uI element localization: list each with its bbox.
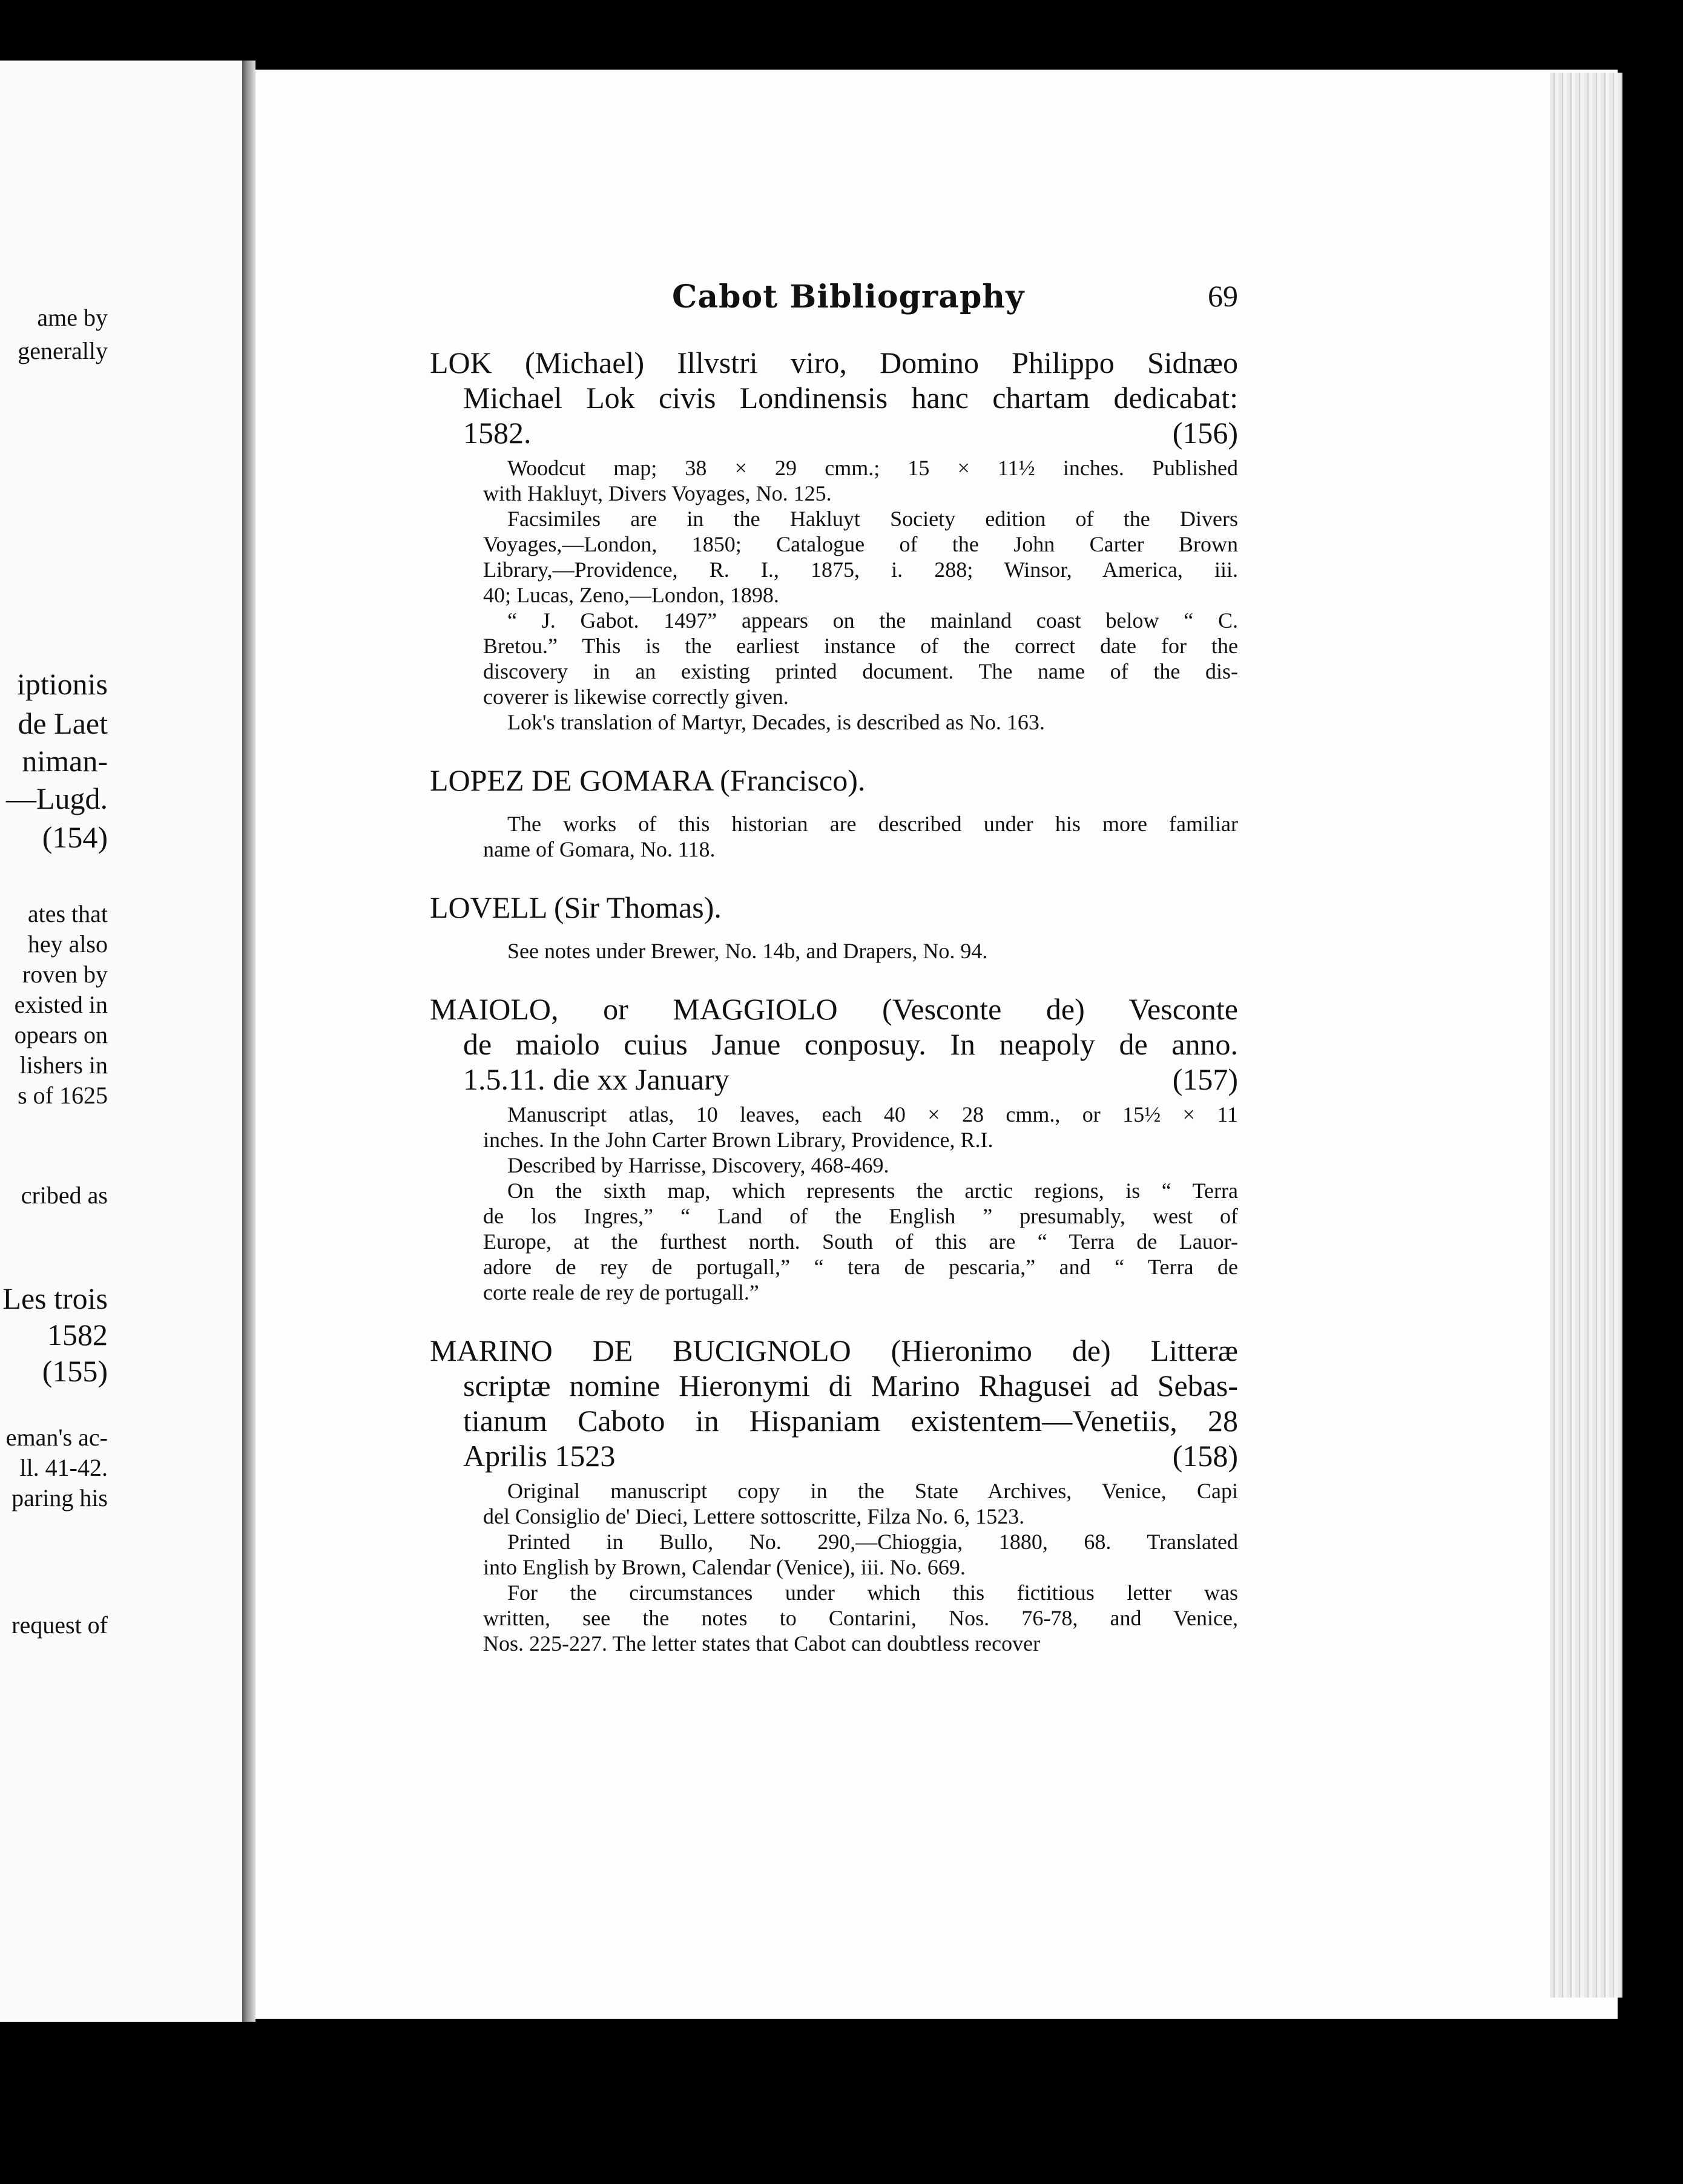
entry-number: (156) <box>1172 416 1238 450</box>
entry-heading-line: Michael Lok civis Londinensis hanc chartam dedicabat: <box>463 381 1238 415</box>
page-edges <box>1550 73 1622 1998</box>
running-title: Cabot Bibliography <box>672 278 1025 315</box>
note-line: Printed in Bullo, No. 290,—Chioggia, 1880, 68. Translated <box>507 1530 1238 1554</box>
entry-note <box>430 1478 1238 1529</box>
note-line: written, see the notes to Contarini, Nos. 76-78, and Venice, <box>483 1606 1238 1630</box>
note-line: Original manuscript copy in the State Archives, Venice, Capi <box>507 1479 1238 1503</box>
entry-heading <box>430 1333 1238 1473</box>
bibliography-entry <box>430 1333 1238 1656</box>
entry-heading-line <box>430 415 1238 450</box>
note-line: The works of this historian are described under his more familiar <box>507 812 1238 836</box>
entry-heading-line: MAIOLO, or MAGGIOLO (Vesconte de) Vesconte <box>430 992 1238 1026</box>
entry-heading <box>430 763 1238 798</box>
left-page-text-fragment: ates that <box>27 900 108 927</box>
page-number: 69 <box>1208 279 1238 313</box>
entry-note <box>430 1529 1238 1580</box>
entry-heading-line: de maiolo cuius Janue conposuy. In neapoly de anno. <box>463 1027 1238 1061</box>
entry-number: (157) <box>1172 1062 1238 1096</box>
entry-heading-line <box>430 1438 1238 1473</box>
note-line: de los Ingres,” “ Land of the English ” presumably, west of <box>483 1204 1238 1228</box>
entry-list <box>430 345 1238 1656</box>
entry-heading-text: 1.5.11. die xx January <box>463 1062 730 1096</box>
entry-note <box>430 1153 1238 1178</box>
note-line: discovery in an existing printed document. The name of the dis- <box>483 659 1238 683</box>
note-line: Voyages,—London, 1850; Catalogue of the John Carter Brown <box>483 532 1238 556</box>
entry-note <box>430 455 1238 506</box>
note-line: coverer is likewise correctly given. <box>483 685 789 709</box>
note-line: Lok's translation of Martyr, Decades, is described as No. 163. <box>507 710 1045 734</box>
entry-heading <box>430 345 1238 450</box>
running-head <box>430 266 1238 321</box>
bibliography-entry <box>430 345 1238 735</box>
note-line: with Hakluyt, Divers Voyages, No. 125. <box>483 481 832 505</box>
bibliography-entry <box>430 763 1238 862</box>
note-line: Europe, at the furthest north. South of this are “ Terra de Lauor- <box>483 1229 1238 1254</box>
entry-heading-text: Aprilis 1523 <box>463 1439 616 1473</box>
entry-heading-text: 1582. <box>463 416 532 450</box>
entry-heading-line: MARINO DE BUCIGNOLO (Hieronimo de) Litteræ <box>430 1334 1238 1367</box>
entry-heading-line: scriptæ nomine Hieronymi di Marino Rhagusei ad Sebas- <box>463 1369 1238 1403</box>
note-line: Described by Harrisse, Discovery, 468-469. <box>507 1153 889 1177</box>
entry-note <box>430 811 1238 862</box>
note-line: into English by Brown, Calendar (Venice), iii. No. 669. <box>483 1555 966 1579</box>
page-text <box>430 266 1238 1684</box>
note-line: del Consiglio de' Dieci, Lettere sottoscritte, Filza No. 6, 1523. <box>483 1504 1025 1528</box>
note-line: Manuscript atlas, 10 leaves, each 40 × 28 cmm., or 15½ × 11 <box>507 1102 1238 1127</box>
entry-heading <box>430 992 1238 1097</box>
entry-heading-line <box>430 1062 1238 1097</box>
note-line: For the circumstances under which this fictitious letter was <box>507 1580 1238 1605</box>
left-page-text-fragment: roven by <box>22 961 108 988</box>
entry-note <box>430 1102 1238 1153</box>
left-page-text-fragment: s of 1625 <box>18 1082 108 1109</box>
note-line: corte reale de rey de portugall.” <box>483 1280 759 1304</box>
left-page-text-fragment: de Laet <box>18 706 108 740</box>
entry-heading-line: tianum Caboto in Hispaniam existentem—Venetiis, 28 <box>463 1404 1238 1438</box>
left-page-text-fragment: eman's ac- <box>5 1424 108 1451</box>
entry-note <box>430 709 1238 735</box>
left-page-text-fragment: generally <box>18 337 108 364</box>
entry-note <box>430 506 1238 608</box>
note-line: inches. In the John Carter Brown Library, Providence, R.I. <box>483 1128 993 1152</box>
bibliography-entry <box>430 890 1238 964</box>
entry-heading-text: LOVELL (Sir Thomas). <box>430 890 722 924</box>
note-line: Woodcut map; 38 × 29 cmm.; 15 × 11½ inches. Published <box>507 456 1238 480</box>
entry-heading-line <box>430 890 1238 925</box>
entry-note <box>430 938 1238 964</box>
note-line: Nos. 225-227. The letter states that Cabot can doubtless recover <box>483 1631 1041 1656</box>
entry-note <box>430 608 1238 709</box>
entry-heading-line: LOK (Michael) Illvstri viro, Domino Philippo Sidnæo <box>430 346 1238 380</box>
left-page-text-fragment: existed in <box>14 991 108 1018</box>
note-line: On the sixth map, which represents the arctic regions, is “ Terra <box>507 1179 1238 1203</box>
entry-number: (158) <box>1172 1439 1238 1473</box>
left-page-text-fragment: ll. 41-42. <box>19 1454 108 1481</box>
note-line: adore de rey de portugall,” “ tera de pescaria,” and “ Terra de <box>483 1255 1238 1279</box>
left-page-text-fragment: opears on <box>14 1021 108 1048</box>
entry-heading-text: LOPEZ DE GOMARA (Francisco). <box>430 763 866 797</box>
note-line: Library,—Providence, R. I., 1875, i. 288; Winsor, America, iii. <box>483 558 1238 582</box>
note-line: name of Gomara, No. 118. <box>483 837 716 861</box>
left-page-text-fragment: (155) <box>42 1354 108 1388</box>
left-page-text-fragment: hey also <box>27 930 108 958</box>
previous-page <box>0 61 242 2022</box>
book-gutter <box>242 61 255 2022</box>
entry-heading <box>430 890 1238 925</box>
left-page-text-fragment: cribed as <box>21 1182 108 1209</box>
note-line: 40; Lucas, Zeno,—London, 1898. <box>483 583 779 607</box>
left-page-text-fragment: 1582 <box>47 1318 108 1352</box>
entry-heading-line <box>430 763 1238 798</box>
entry-note <box>430 1178 1238 1305</box>
left-page-text-fragment: —Lugd. <box>5 781 108 815</box>
left-page-text-fragment: niman- <box>22 744 108 778</box>
note-line: Facsimiles are in the Hakluyt Society edition of the Divers <box>507 507 1238 531</box>
entry-note <box>430 1580 1238 1656</box>
left-page-text-fragment: paring his <box>12 1484 108 1511</box>
left-page-text-fragment: lishers in <box>19 1051 108 1079</box>
note-line: Bretou.” This is the earliest instance of the correct date for the <box>483 634 1238 658</box>
left-page-text-fragment: Les trois <box>2 1281 108 1315</box>
left-page-text-fragment: (154) <box>42 820 108 854</box>
left-page-text-fragment: iptionis <box>16 667 108 701</box>
note-line: See notes under Brewer, No. 14b, and Drapers, No. 94. <box>507 939 988 963</box>
left-page-text-fragment: ame by <box>37 304 108 331</box>
note-line: “ J. Gabot. 1497” appears on the mainland coast below “ C. <box>507 608 1238 633</box>
left-page-text-fragment: request of <box>12 1611 108 1639</box>
bibliography-entry <box>430 992 1238 1305</box>
